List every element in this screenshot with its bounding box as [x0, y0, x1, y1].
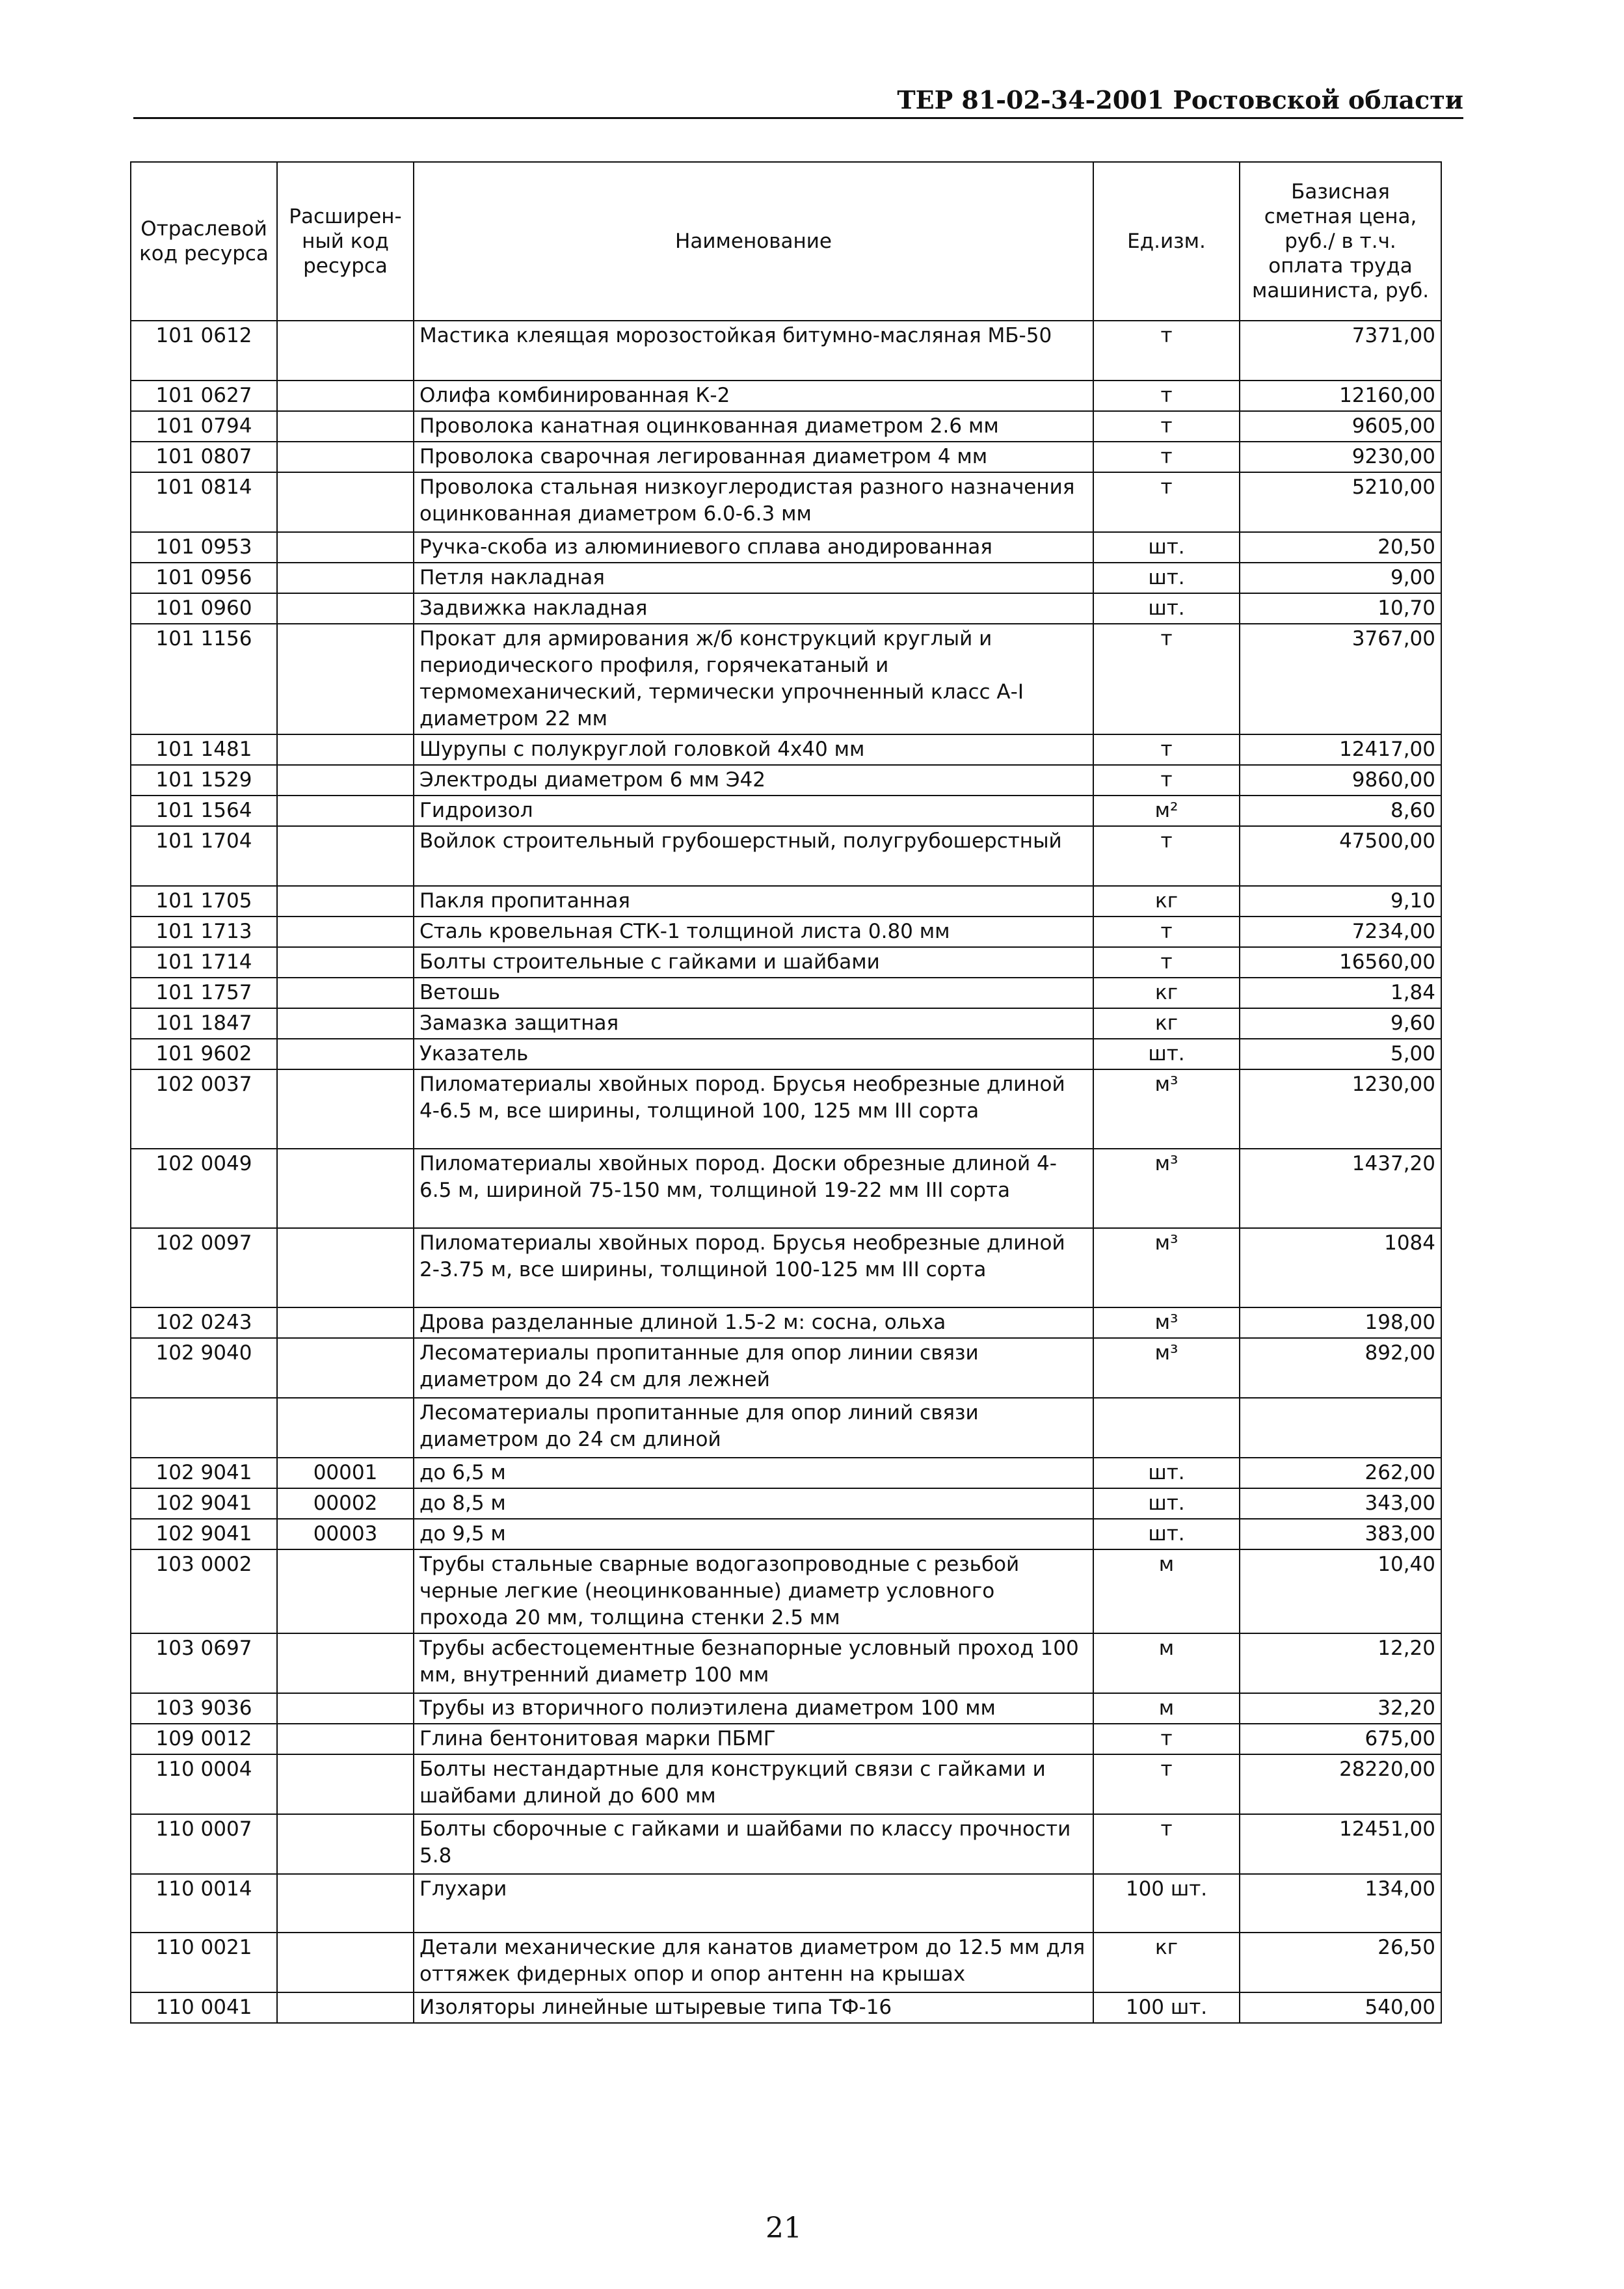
cell-unit: т [1093, 321, 1240, 381]
cell-unit: м [1093, 1549, 1240, 1633]
document-title: ТЕР 81-02-34-2001 Ростовской области [897, 85, 1463, 114]
cell-extended-code [277, 1754, 414, 1814]
cell-unit: кг [1093, 978, 1240, 1008]
cell-extended-code [277, 442, 414, 472]
cell-price: 8,60 [1240, 796, 1441, 826]
cell-extended-code [277, 381, 414, 411]
cell-industry-code: 101 1564 [131, 796, 277, 826]
cell-name: Шурупы с полукруглой головкой 4x40 мм [414, 734, 1093, 765]
cell-name: Пиломатериалы хвойных пород. Доски обрезные длиной 4-6.5 м, шириной 75-150 мм, толщиной 19-22 мм III сорта [414, 1149, 1093, 1228]
cell-extended-code [277, 1149, 414, 1228]
table-row [131, 411, 1441, 442]
cell-name: Лесоматериалы пропитанные для опор линий связи диаметром до 24 см длиной [414, 1398, 1093, 1458]
cell-industry-code: 101 0627 [131, 381, 277, 411]
cell-unit: м² [1093, 796, 1240, 826]
header-unit: Ед.изм. [1093, 162, 1240, 321]
cell-extended-code [277, 1228, 414, 1307]
cell-price: 9,60 [1240, 1008, 1441, 1039]
table-header-row [131, 162, 1441, 321]
cell-extended-code [277, 624, 414, 734]
cell-name: Лесоматериалы пропитанные для опор линии связи диаметром до 24 см для лежней [414, 1338, 1093, 1398]
cell-industry-code: 101 0794 [131, 411, 277, 442]
cell-extended-code [277, 1008, 414, 1039]
cell-unit: т [1093, 624, 1240, 734]
cell-name: Ветошь [414, 978, 1093, 1008]
resource-price-table [130, 161, 1442, 2024]
cell-industry-code: 103 0002 [131, 1549, 277, 1633]
cell-industry-code: 101 9602 [131, 1039, 277, 1069]
cell-industry-code: 110 0004 [131, 1754, 277, 1814]
cell-extended-code [277, 947, 414, 978]
cell-name: Болты нестандартные для конструкций связи с гайками и шайбами длиной до 600 мм [414, 1754, 1093, 1814]
cell-name: Дрова разделанные длиной 1.5-2 м: сосна, ольха [414, 1307, 1093, 1338]
cell-extended-code [277, 1992, 414, 2023]
cell-unit: шт. [1093, 532, 1240, 563]
cell-extended-code [277, 826, 414, 886]
cell-price: 1,84 [1240, 978, 1441, 1008]
cell-industry-code: 101 1713 [131, 917, 277, 947]
cell-price: 12,20 [1240, 1633, 1441, 1693]
cell-unit: шт. [1093, 1458, 1240, 1488]
cell-extended-code [277, 1039, 414, 1069]
cell-unit: м [1093, 1693, 1240, 1724]
table-row [131, 1069, 1441, 1149]
cell-industry-code: 101 0956 [131, 563, 277, 593]
table-row [131, 1633, 1441, 1693]
cell-extended-code [277, 593, 414, 624]
cell-unit: шт. [1093, 593, 1240, 624]
cell-price: 7371,00 [1240, 321, 1441, 381]
cell-unit: 100 шт. [1093, 1874, 1240, 1933]
cell-price: 10,40 [1240, 1549, 1441, 1633]
page-number: 21 [765, 2212, 802, 2245]
cell-price: 47500,00 [1240, 826, 1441, 886]
cell-extended-code [277, 978, 414, 1008]
table-row [131, 1693, 1441, 1724]
table-row [131, 1228, 1441, 1307]
table-row [131, 1488, 1441, 1519]
cell-name: Указатель [414, 1039, 1093, 1069]
table-row [131, 321, 1441, 381]
cell-price: 7234,00 [1240, 917, 1441, 947]
table-row [131, 1458, 1441, 1488]
cell-price: 26,50 [1240, 1933, 1441, 1992]
table-row [131, 624, 1441, 734]
cell-price: 5210,00 [1240, 472, 1441, 532]
cell-unit: кг [1093, 886, 1240, 917]
cell-name: Трубы из вторичного полиэтилена диаметром 100 мм [414, 1693, 1093, 1724]
cell-extended-code [277, 1549, 414, 1633]
cell-industry-code: 102 0097 [131, 1228, 277, 1307]
table-row [131, 947, 1441, 978]
cell-price: 198,00 [1240, 1307, 1441, 1338]
cell-industry-code: 101 1757 [131, 978, 277, 1008]
cell-industry-code: 102 9041 [131, 1519, 277, 1549]
cell-industry-code: 102 0049 [131, 1149, 277, 1228]
table-row [131, 442, 1441, 472]
cell-unit: м [1093, 1633, 1240, 1693]
cell-industry-code: 101 0960 [131, 593, 277, 624]
table-row [131, 1338, 1441, 1398]
table-row [131, 978, 1441, 1008]
cell-name: Гидроизол [414, 796, 1093, 826]
table-row [131, 593, 1441, 624]
cell-extended-code [277, 472, 414, 532]
cell-name: Мастика клеящая морозостойкая битумно-масляная МБ-50 [414, 321, 1093, 381]
page-header [133, 85, 1463, 119]
table-row [131, 1549, 1441, 1633]
table-row [131, 532, 1441, 563]
cell-extended-code [277, 1724, 414, 1754]
cell-unit: т [1093, 472, 1240, 532]
cell-extended-code [277, 321, 414, 381]
table-row [131, 563, 1441, 593]
cell-name: Войлок строительный грубошерстный, полугрубошерстный [414, 826, 1093, 886]
table-row [131, 472, 1441, 532]
cell-industry-code: 110 0021 [131, 1933, 277, 1992]
cell-name: Изоляторы линейные штыревые типа ТФ-16 [414, 1992, 1093, 2023]
cell-price: 1084 [1240, 1228, 1441, 1307]
cell-extended-code [277, 532, 414, 563]
cell-industry-code: 101 0612 [131, 321, 277, 381]
cell-price: 9,00 [1240, 563, 1441, 593]
table-row [131, 734, 1441, 765]
cell-name: Глина бентонитовая марки ПБМГ [414, 1724, 1093, 1754]
cell-name: Петля накладная [414, 563, 1093, 593]
cell-industry-code: 101 1481 [131, 734, 277, 765]
cell-name: Трубы стальные сварные водогазопроводные с резьбой черные легкие (неоцинкованные) диаметр условного прохода 20 мм, толщина стенки 2.5 мм [414, 1549, 1093, 1633]
cell-name: Болты сборочные с гайками и шайбами по классу прочности 5.8 [414, 1814, 1093, 1874]
header-industry-code: Отраслевой код ресурса [131, 162, 277, 321]
cell-price: 675,00 [1240, 1724, 1441, 1754]
cell-name: Проволока канатная оцинкованная диаметром 2.6 мм [414, 411, 1093, 442]
cell-unit: т [1093, 765, 1240, 796]
header-extended-code: Расширен-ный код ресурса [277, 162, 414, 321]
cell-price: 12451,00 [1240, 1814, 1441, 1874]
cell-extended-code [277, 1307, 414, 1338]
cell-name: до 8,5 м [414, 1488, 1093, 1519]
cell-price: 383,00 [1240, 1519, 1441, 1549]
cell-industry-code: 103 9036 [131, 1693, 277, 1724]
cell-industry-code: 102 0243 [131, 1307, 277, 1338]
cell-industry-code: 109 0012 [131, 1724, 277, 1754]
cell-unit: м³ [1093, 1149, 1240, 1228]
cell-extended-code [277, 563, 414, 593]
cell-unit: шт. [1093, 1039, 1240, 1069]
table-row [131, 1754, 1441, 1814]
cell-unit: т [1093, 381, 1240, 411]
cell-price: 3767,00 [1240, 624, 1441, 734]
table-row [131, 1039, 1441, 1069]
cell-extended-code [277, 917, 414, 947]
cell-extended-code [277, 1933, 414, 1992]
cell-price: 32,20 [1240, 1693, 1441, 1724]
cell-name: Олифа комбинированная К-2 [414, 381, 1093, 411]
cell-price [1240, 1398, 1441, 1458]
cell-industry-code: 102 9041 [131, 1488, 277, 1519]
cell-price: 134,00 [1240, 1874, 1441, 1933]
cell-unit: шт. [1093, 1519, 1240, 1549]
cell-name: Пакля пропитанная [414, 886, 1093, 917]
cell-name: Детали механические для канатов диаметром до 12.5 мм для оттяжек фидерных опор и опор антенн на крышах [414, 1933, 1093, 1992]
cell-industry-code: 110 0007 [131, 1814, 277, 1874]
cell-unit: 100 шт. [1093, 1992, 1240, 2023]
cell-price: 10,70 [1240, 593, 1441, 624]
cell-industry-code [131, 1398, 277, 1458]
cell-industry-code: 101 0807 [131, 442, 277, 472]
cell-price: 9605,00 [1240, 411, 1441, 442]
cell-industry-code: 101 1704 [131, 826, 277, 886]
table-row [131, 1398, 1441, 1458]
cell-industry-code: 110 0014 [131, 1874, 277, 1933]
cell-unit: м³ [1093, 1307, 1240, 1338]
cell-unit: т [1093, 1724, 1240, 1754]
cell-unit: т [1093, 411, 1240, 442]
table-row [131, 1008, 1441, 1039]
cell-name: Глухари [414, 1874, 1093, 1933]
cell-price: 16560,00 [1240, 947, 1441, 978]
cell-extended-code [277, 1398, 414, 1458]
cell-extended-code: 00002 [277, 1488, 414, 1519]
cell-price: 1230,00 [1240, 1069, 1441, 1149]
cell-industry-code: 103 0697 [131, 1633, 277, 1693]
cell-price: 1437,20 [1240, 1149, 1441, 1228]
cell-unit: т [1093, 1754, 1240, 1814]
cell-extended-code [277, 1069, 414, 1149]
cell-extended-code [277, 1693, 414, 1724]
cell-price: 9,10 [1240, 886, 1441, 917]
table-row [131, 1149, 1441, 1228]
cell-unit: т [1093, 734, 1240, 765]
cell-industry-code: 101 0953 [131, 532, 277, 563]
cell-unit: т [1093, 917, 1240, 947]
cell-price: 262,00 [1240, 1458, 1441, 1488]
cell-price: 5,00 [1240, 1039, 1441, 1069]
cell-unit [1093, 1398, 1240, 1458]
cell-extended-code [277, 765, 414, 796]
cell-price: 9860,00 [1240, 765, 1441, 796]
table-row [131, 886, 1441, 917]
cell-name: Пиломатериалы хвойных пород. Брусья необрезные длиной 2-3.75 м, все ширины, толщиной 100-125 мм III сорта [414, 1228, 1093, 1307]
cell-price: 540,00 [1240, 1992, 1441, 2023]
cell-unit: кг [1093, 1008, 1240, 1039]
cell-name: Замазка защитная [414, 1008, 1093, 1039]
table-row [131, 1519, 1441, 1549]
table-row [131, 381, 1441, 411]
cell-price: 343,00 [1240, 1488, 1441, 1519]
cell-name: до 6,5 м [414, 1458, 1093, 1488]
header-name: Наименование [414, 162, 1093, 321]
cell-industry-code: 101 1156 [131, 624, 277, 734]
cell-industry-code: 102 9041 [131, 1458, 277, 1488]
cell-name: Болты строительные с гайками и шайбами [414, 947, 1093, 978]
cell-extended-code: 00003 [277, 1519, 414, 1549]
table-row [131, 1814, 1441, 1874]
cell-unit: м³ [1093, 1228, 1240, 1307]
cell-name: Пиломатериалы хвойных пород. Брусья необрезные длиной 4-6.5 м, все ширины, толщиной 100, 125 мм III сорта [414, 1069, 1093, 1149]
cell-name: Электроды диаметром 6 мм Э42 [414, 765, 1093, 796]
table-row [131, 1307, 1441, 1338]
cell-industry-code: 101 1847 [131, 1008, 277, 1039]
cell-name: Трубы асбестоцементные безнапорные условный проход 100 мм, внутренний диаметр 100 мм [414, 1633, 1093, 1693]
cell-price: 12160,00 [1240, 381, 1441, 411]
cell-extended-code [277, 1633, 414, 1693]
cell-extended-code [277, 411, 414, 442]
cell-industry-code: 110 0041 [131, 1992, 277, 2023]
table-row [131, 826, 1441, 886]
cell-name: Проволока стальная низкоуглеродистая разного назначения оцинкованная диаметром 6.0-6.3 мм [414, 472, 1093, 532]
cell-unit: т [1093, 442, 1240, 472]
cell-name: Ручка-скоба из алюминиевого сплава анодированная [414, 532, 1093, 563]
header-base-price: Базисная сметная цена, руб./ в т.ч. оплата труда машиниста, руб. [1240, 162, 1441, 321]
table-row [131, 917, 1441, 947]
cell-price: 20,50 [1240, 532, 1441, 563]
cell-unit: кг [1093, 1933, 1240, 1992]
cell-industry-code: 101 1714 [131, 947, 277, 978]
cell-industry-code: 101 1705 [131, 886, 277, 917]
table-row [131, 1724, 1441, 1754]
cell-name: Прокат для армирования ж/б конструкций круглый и периодического профиля, горячекатаный и термомеханический, термически упрочненный класс А-I диаметром 22 мм [414, 624, 1093, 734]
cell-industry-code: 102 9040 [131, 1338, 277, 1398]
cell-extended-code: 00001 [277, 1458, 414, 1488]
cell-unit: шт. [1093, 1488, 1240, 1519]
cell-name: Проволока сварочная легированная диаметром 4 мм [414, 442, 1093, 472]
table-row [131, 1874, 1441, 1933]
cell-extended-code [277, 1814, 414, 1874]
cell-name: до 9,5 м [414, 1519, 1093, 1549]
cell-unit: м³ [1093, 1338, 1240, 1398]
cell-extended-code [277, 886, 414, 917]
table-body [131, 321, 1441, 2023]
cell-price: 9230,00 [1240, 442, 1441, 472]
cell-unit: м³ [1093, 1069, 1240, 1149]
cell-extended-code [277, 1874, 414, 1933]
cell-name: Задвижка накладная [414, 593, 1093, 624]
table-row [131, 796, 1441, 826]
cell-name: Сталь кровельная СТК-1 толщиной листа 0.80 мм [414, 917, 1093, 947]
cell-unit: шт. [1093, 563, 1240, 593]
table-row [131, 765, 1441, 796]
cell-extended-code [277, 734, 414, 765]
cell-unit: т [1093, 947, 1240, 978]
cell-unit: т [1093, 826, 1240, 886]
cell-unit: т [1093, 1814, 1240, 1874]
cell-price: 28220,00 [1240, 1754, 1441, 1814]
table-row [131, 1933, 1441, 1992]
cell-industry-code: 101 1529 [131, 765, 277, 796]
cell-extended-code [277, 1338, 414, 1398]
cell-industry-code: 102 0037 [131, 1069, 277, 1149]
cell-extended-code [277, 796, 414, 826]
cell-price: 892,00 [1240, 1338, 1441, 1398]
cell-price: 12417,00 [1240, 734, 1441, 765]
cell-industry-code: 101 0814 [131, 472, 277, 532]
table-row [131, 1992, 1441, 2023]
